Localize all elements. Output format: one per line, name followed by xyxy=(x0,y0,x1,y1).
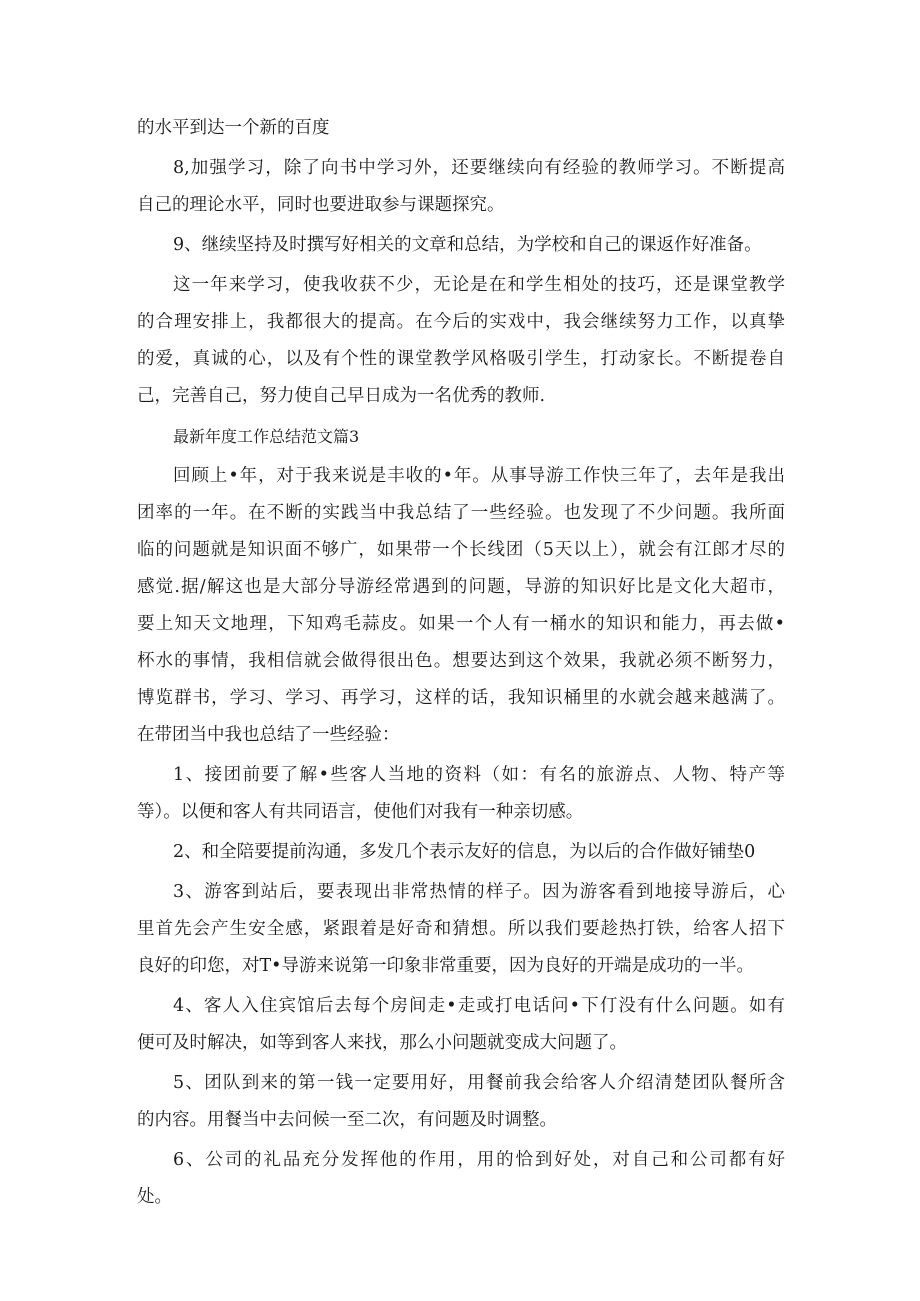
list-item-4 xyxy=(137,988,785,1062)
text-line: 里首先会产生安全感，紧跟着是好奇和猜想。所以我们要趁热打铁，给客人招下 xyxy=(137,919,785,939)
text-line: 博览群书，学习、学习、再学习，这样的话，我知识桶里的水就会越来越满了。 xyxy=(137,688,785,708)
list-item-2 xyxy=(137,834,785,871)
text-line: 回顾上•年，对于我来说是丰收的•年。从事导游工作快三年了，去年是我出 xyxy=(173,466,785,486)
text-line: 感觉.据/解这也是大部分导游经常遇到的问题，导游的知识好比是文化大超市， xyxy=(137,577,785,597)
text-line: 己，完善自己，努力使自己早日成为一名优秀的教师. xyxy=(137,386,546,406)
list-item-1 xyxy=(137,757,785,831)
paragraph-summary xyxy=(137,267,785,415)
text-line: 在带团当中我也总结了一些经验： xyxy=(137,725,400,745)
text-line: 的水平到达一个新的百度 xyxy=(137,118,330,138)
text-line: 等）。以便和客人有共同语言，使他们对我有一种亲切感。 xyxy=(137,802,584,822)
text-line: 这一年来学习，使我收获不少，无论是在和学生相处的技巧，还是课堂教学 xyxy=(173,275,785,295)
text-line: 自己的理论水平，同时也要进取参与课题探究。 xyxy=(137,195,505,215)
text-line: 2、和全陪要提前沟通，多发几个表示友好的信息，为以后的合作做好铺垫0 xyxy=(173,842,756,862)
text-line: 8,加强学习，除了向书中学习外，还要继续向有经验的教师学习。不断提高 xyxy=(173,158,785,178)
list-item-5 xyxy=(137,1065,785,1139)
list-item-9 xyxy=(137,227,785,264)
text-line: 的内容。用餐当中去问候一至二次，有问题及时调整。 xyxy=(137,1110,557,1130)
section-title: 最新年度工作总结范文篇3 xyxy=(173,427,360,446)
list-item-6 xyxy=(137,1142,785,1216)
text-line: 1、接团前要了解•些客人当地的资料（如：有名的旅游点、人物、特产等 xyxy=(173,765,785,785)
text-line: 的合理安排上，我都很大的提高。在今后的实戏中，我会继续努力工作，以真挚 xyxy=(137,312,785,332)
paragraph-review xyxy=(137,458,785,754)
text-line: 9、继续坚持及时撰写好相关的文章和总结，为学校和自己的课返作好准备。 xyxy=(173,235,762,255)
list-item-3 xyxy=(137,874,785,985)
text-line: 的爱，真诚的心，以及有个性的课堂教学风格吸引学生，打动家长。不断提卷自 xyxy=(137,349,785,369)
text-line: 4、客人入住宾馆后去每个房间走•走或打电话问•下仃没有什么问题。如有 xyxy=(173,996,785,1016)
text-line: 要上知天文地理，下知鸡毛蒜皮。如果一个人有一桶水的知识和能力，再去做• xyxy=(137,614,785,634)
text-line: 临的问题就是知识面不够广，如果带一个长线团（5天以上），就会有江郎才尽的 xyxy=(137,540,785,560)
text-line: 处。 xyxy=(137,1187,172,1207)
section-heading xyxy=(137,418,785,455)
document-body xyxy=(137,110,785,1219)
list-item-8 xyxy=(137,150,785,224)
text-line: 便可及时解决，如等到客人来找，那么小问题就变成大问题了。 xyxy=(137,1033,627,1053)
text-line: 5、团队到来的第一钱一定要用好，用餐前我会给客人介绍清楚团队餐所含 xyxy=(173,1073,785,1093)
text-line: 良好的印您，对T•导游来说第一印象非常重要，因为良好的开端是成功的一半。 xyxy=(137,956,754,976)
text-line: 团率的一年。在不断的实践当中我总结了一些经验。也发现了不少问题。我所面 xyxy=(137,503,785,523)
text-line: 3、游客到站后，要表现出非常热情的样子。因为游客看到地接导游后，心 xyxy=(173,882,785,902)
paragraph-continuation xyxy=(137,110,785,147)
text-line: 杯水的事情，我相信就会做得很出色。想要达到这个效果，我就必须不断努力， xyxy=(137,651,785,671)
text-line: 6、公司的礼品充分发挥他的作用，用的恰到好处，对自己和公司都有好 xyxy=(173,1150,785,1170)
